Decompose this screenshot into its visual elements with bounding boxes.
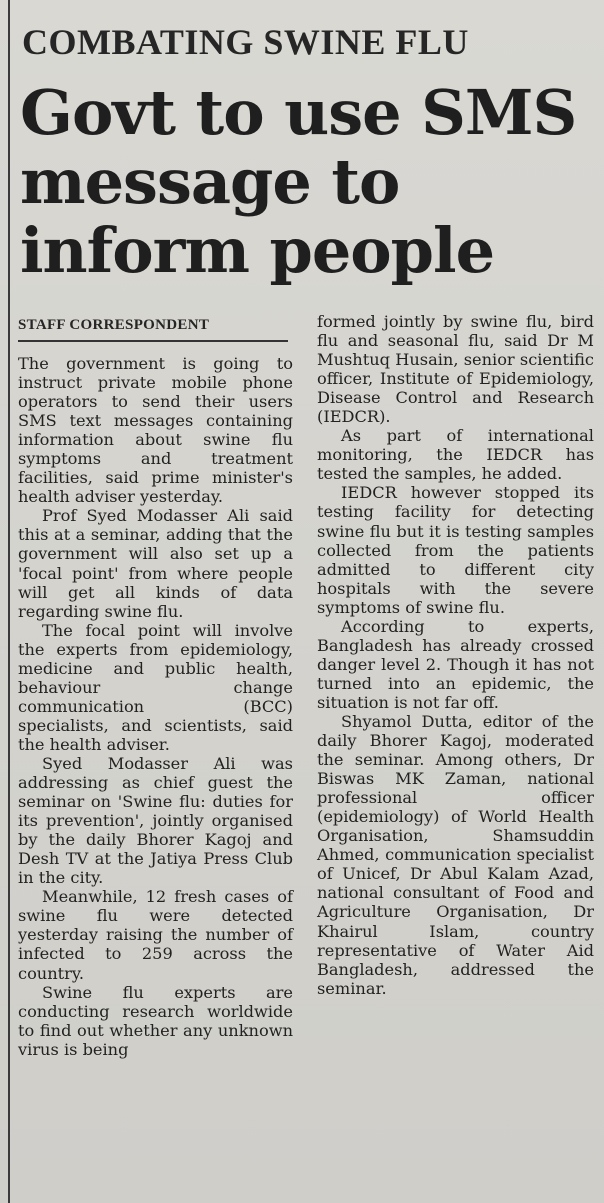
paragraph: IEDCR however stopped its testing facility for detecting swine flu but it is testing samples collected from the patients admitted to different city hospitals with the severe symptoms of swine flu. — [317, 483, 594, 617]
paragraph: The government is going to instruct private mobile phone operators to send their users SMS text messages containing information about swine flu symptoms and treatment facilities, said prime minister's health adviser yesterday. — [18, 354, 293, 507]
kicker: COMBATING SWINE FLU — [22, 22, 469, 62]
byline: STAFF CORRESPONDENT — [18, 312, 288, 342]
paragraph: Shyamol Dutta, editor of the daily Bhorer Kagoj, moderated the seminar. Among others, Dr Biswas MK Zaman, national professional officer (epidemiology) of World Health Organisation, Shamsuddin Ahmed, communication specialist of Unicef, Dr Abul Kalam Azad, national consultant of Food and Agriculture Organisation, Dr Khairul Islam, country representative of Water Aid Bangladesh, addressed the seminar. — [317, 711, 594, 998]
left-column — [18, 312, 293, 1059]
paragraph: Swine flu experts are conducting research worldwide to find out whether any unknown virus is being — [18, 982, 293, 1059]
paragraph: According to experts, Bangladesh has already crossed danger level 2. Though it has not turned into an epidemic, the situation is not far off. — [317, 616, 594, 712]
paragraph: Syed Modasser Ali was addressing as chief guest the seminar on 'Swine flu: duties for its prevention', jointly organised by the daily Bhorer Kagoj and Desh TV at the Jatiya Press Club in the city. — [18, 753, 293, 888]
column-rule — [8, 0, 10, 1203]
right-column — [317, 312, 594, 998]
paragraph: As part of international monitoring, the IEDCR has tested the samples, he added. — [317, 426, 594, 484]
headline: Govt to use SMS message to inform people — [20, 76, 577, 287]
paragraph: The focal point will involve the experts from epidemiology, medicine and public health, behaviour change communication (BCC) specialists, and scientists, said the health adviser. — [18, 620, 293, 754]
paragraph: formed jointly by swine flu, bird flu and seasonal flu, said Dr M Mushtuq Husain, senior scientific officer, Institute of Epidemiology, Disease Control and Research (IEDCR). — [317, 312, 594, 427]
paragraph: Meanwhile, 12 fresh cases of swine flu were detected yesterday raising the number of infected to 259 across the country. — [18, 887, 293, 983]
paragraph: Prof Syed Modasser Ali said this at a seminar, adding that the government will also set up a 'focal point' from where people will get all kinds of data regarding swine flu. — [18, 506, 293, 621]
